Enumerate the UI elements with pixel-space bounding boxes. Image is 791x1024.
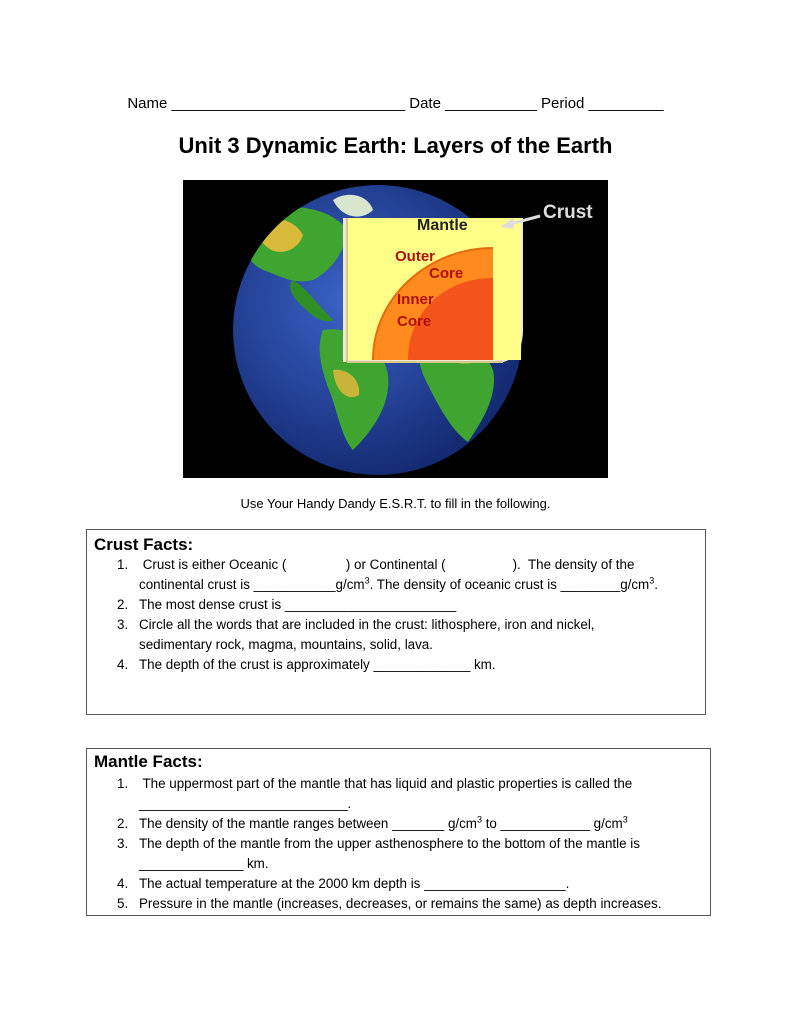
page-title: Unit 3 Dynamic Earth: Layers of the Earth (178, 133, 613, 158)
mantle-facts-box (86, 748, 711, 916)
crust-label: Crust (543, 202, 593, 223)
list-number: 2. (117, 597, 129, 612)
mantle-fact-2[interactable] (87, 814, 661, 834)
crust-fact-3-line2: sedimentary rock, magma, mountains, solid, lava. (139, 637, 433, 652)
mantle-fact-1-line2: ____________________________. (139, 796, 352, 811)
crust-fact-4-text: The depth of the crust is approximately _____________ km. (139, 657, 496, 672)
mantle-fact-4[interactable] (87, 874, 661, 894)
list-number: 1. (117, 557, 129, 572)
crust-fact-1-line2b: . The density of oceanic crust is ________g/cm (369, 577, 650, 592)
crust-fact-4[interactable] (87, 655, 658, 675)
list-number: 3. (117, 617, 129, 632)
outer-core-label-line1: Outer (395, 248, 436, 265)
mantle-fact-3-line2: ______________ km. (139, 856, 269, 871)
crust-fact-3[interactable] (87, 615, 658, 655)
superscript: 3 (364, 575, 370, 586)
mantle-fact-2-part2: to ____________ g/cm (481, 816, 623, 831)
superscript: 3 (649, 575, 655, 586)
crust-fact-1[interactable] (87, 555, 658, 595)
mantle-facts-heading: Mantle Facts: (94, 752, 203, 771)
mantle-fact-2-part1: The density of the mantle ranges between _______ g/cm (139, 816, 477, 831)
mantle-fact-1-line1: The uppermost part of the mantle that has liquid and plastic properties is called the (139, 776, 633, 791)
mantle-fact-3[interactable] (87, 834, 661, 874)
crust-facts-list (87, 555, 658, 675)
student-info-line[interactable]: Name ____________________________ Date ___________ Period _________ (127, 95, 664, 112)
list-number: 1. (117, 776, 129, 791)
list-number: 5. (117, 896, 129, 911)
mantle-fact-5[interactable] (87, 894, 661, 914)
crust-fact-1-line2a: continental crust is ___________g/cm (139, 577, 365, 592)
mantle-fact-3-line1: The depth of the mantle from the upper asthenosphere to the bottom of the mantle is (139, 836, 640, 851)
crust-fact-1-line1: Crust is either Oceanic ( ) or Continental ( ). The density of the (139, 557, 635, 572)
outer-core-label-line2: Core (429, 265, 464, 282)
superscript: 3 (622, 814, 628, 825)
crust-fact-2-text: The most dense crust is _______________________ (139, 597, 457, 612)
superscript: 3 (476, 814, 482, 825)
list-number: 4. (117, 876, 129, 891)
mantle-label: Mantle (417, 217, 468, 234)
mantle-fact-5-text: Pressure in the mantle (increases, decreases, or remains the same) as depth increases. (139, 896, 662, 911)
list-number: 2. (117, 816, 129, 831)
mantle-facts-list (87, 774, 661, 914)
mantle-fact-1[interactable] (87, 774, 661, 814)
crust-facts-box (86, 529, 706, 715)
list-number: 3. (117, 836, 129, 851)
earth-layers-figure (183, 180, 608, 478)
inner-core-label-line1: Inner (397, 291, 434, 308)
mantle-fact-4-text: The actual temperature at the 2000 km depth is ___________________. (139, 876, 570, 891)
crust-facts-heading: Crust Facts: (94, 535, 194, 554)
inner-core-label-line2: Core (397, 313, 432, 330)
crust-fact-2[interactable] (87, 595, 658, 615)
list-number: 4. (117, 657, 129, 672)
crust-fact-1-line2c: . (654, 577, 658, 592)
crust-fact-3-line1: Circle all the words that are included in the crust: lithosphere, iron and nickel, (139, 617, 595, 632)
figure-caption: Use Your Handy Dandy E.S.R.T. to fill in the following. (240, 496, 551, 511)
